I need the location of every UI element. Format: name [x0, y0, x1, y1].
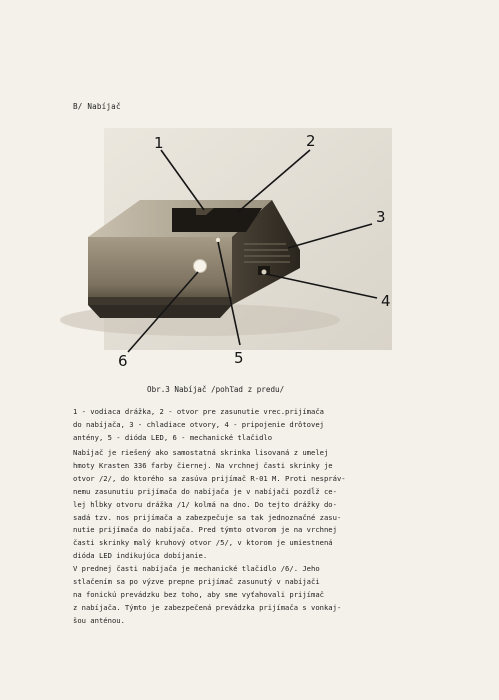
body-line: nemu zasunutiu prijímača do nabíjača je v nabíjači pozdĺž ce-	[73, 486, 337, 496]
charger-front-face	[88, 237, 232, 305]
charger-base	[88, 297, 232, 305]
mechanical-button	[194, 260, 207, 273]
body-line: dióda LED indikujúca dobíjanie.	[73, 551, 208, 561]
body-paragraph	[73, 447, 403, 628]
section-heading: B/ Nabíjač	[73, 102, 121, 111]
figure-legend	[73, 406, 433, 444]
body-line: z nabíjača. Týmto je zabezpečená prevádzka prijímača s vonkaj-	[73, 602, 342, 612]
callout-4: 4	[381, 292, 391, 310]
body-line: na fonickú prevádzku bez toho, aby sme vyťahovali prijímač	[73, 589, 324, 599]
legend-line: antény, 5 - dióda LED, 6 - mechanické tlačidlo	[73, 432, 273, 442]
callout-2: 2	[306, 132, 316, 150]
body-line: nutie prijímača do nabíjača. Pred týmto otvorom je na vrchnej	[73, 525, 337, 535]
body-line: sadá tzv. nos prijímača a zabezpečuje sa tak jednoznačné zasu-	[73, 512, 342, 522]
body-line: V prednej časti nabíjača je mechanické tlačidlo /6/. Jeho	[73, 564, 320, 574]
legend-line: 1 - vodiaca drážka, 2 - otvor pre zasunutie vrec.prijímača	[73, 407, 324, 416]
body-line: časti skrinky malý kruhový otvor /5/, v ktorom je umiestnená	[73, 538, 333, 548]
antenna-connector-pin	[262, 270, 267, 275]
figure-caption: Obr.3 Nabíjač /pohľad z predu/	[147, 385, 285, 394]
callout-5: 5	[234, 349, 244, 367]
legend-line: do nabíjača, 3 - chladiace otvory, 4 - pripojenie drôtovej	[73, 419, 324, 429]
callout-3: 3	[376, 208, 386, 226]
callout-1: 1	[154, 134, 164, 152]
callout-6: 6	[118, 352, 128, 370]
body-line: lej hĺbky otvoru drážka /1/ kolmá na dno. Do tejto drážky do-	[73, 499, 337, 509]
body-line: stlačením sa po výzve prepne prijímač zasunutý v nabíjači	[73, 577, 320, 587]
led-diode	[216, 238, 220, 242]
body-line: šou anténou.	[73, 615, 125, 625]
body-line: hmoty Krasten 336 farby čiernej. Na vrchnej časti skrinky je	[73, 460, 333, 470]
body-line: otvor /2/, do ktorého sa zasúva prijímač R-01 M. Proti nespráv-	[73, 473, 346, 483]
body-line: Nabíjač je riešený ako samostatná skrinka lisovaná z umelej	[73, 448, 329, 457]
